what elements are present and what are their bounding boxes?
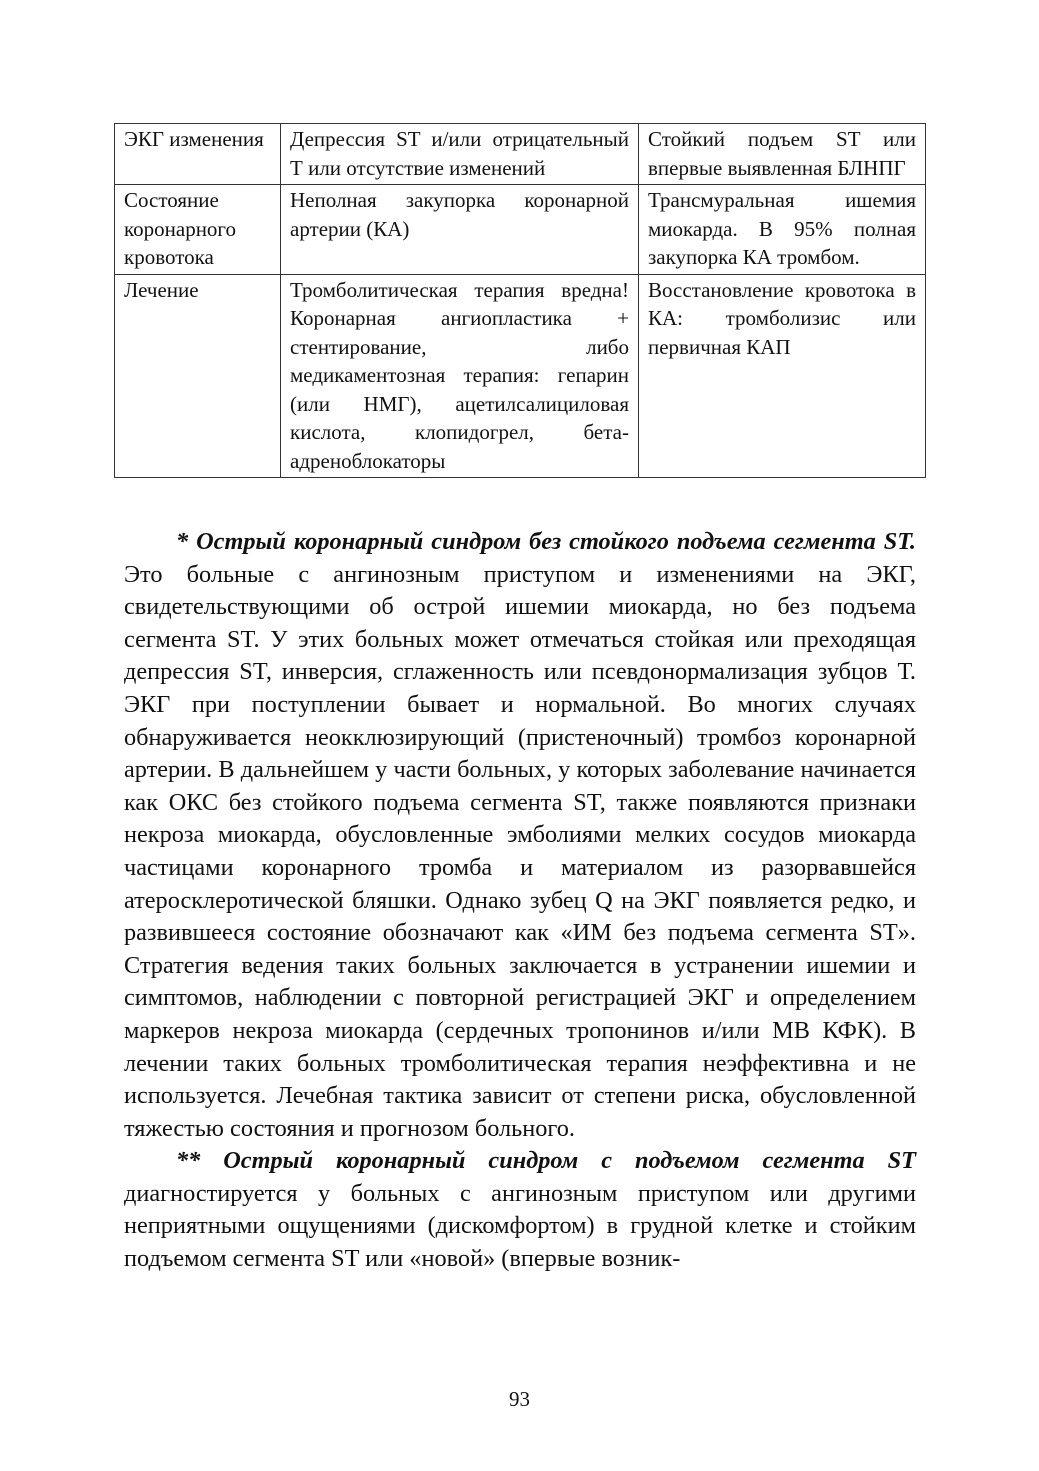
table-cell-label: ЭКГ изменения <box>115 124 281 185</box>
paragraph-heading: ** Острый коронарный синдром с подъемом сегмента ST <box>176 1147 916 1175</box>
table-cell-without-st: Неполная закупорка коронарной артерии (КА) <box>281 185 639 275</box>
body-text <box>124 526 916 1276</box>
page-number: 93 <box>509 1387 530 1411</box>
table-cell-with-st: Трансмуральная ишемия миокарда. В 95% полная закупорка КА тромбом. <box>639 185 926 275</box>
table-cell-label: Лечение <box>115 274 281 478</box>
table-cell-with-st: Восстановление кровотока в КА: тромболизис или первичная КАП <box>639 274 926 478</box>
table-cell-without-st: Депрессия ST и/или отрицательный Т или отсутствие изменений <box>281 124 639 185</box>
paragraph-ste-acs <box>124 1145 916 1275</box>
paragraph-heading: * Острый коронарный синдром без стойкого подъема сегмента ST. <box>176 528 916 555</box>
table-cell-with-st: Стойкий подъем ST или впервые выявленная БЛНПГ <box>639 124 926 185</box>
table-cell-without-st: Тромболитическая терапия вредна! Коронарная ангиопластика + стентирование, либо медикаментозная терапия: гепарин (или НМГ), ацетилсалициловая кислота, клопидогрел, бета-адреноблокаторы <box>281 274 639 478</box>
table-row <box>115 185 926 275</box>
table-cell-label: Состояние коронарного кровотока <box>115 185 281 275</box>
table-row <box>115 124 926 185</box>
comparison-table <box>114 123 926 478</box>
table-row <box>115 274 926 478</box>
paragraph-text: диагностируется у больных с ангинозным приступом или другими неприятными ощущениями (дискомфортом) в грудной клетке и стойким подъемом сегмента ST или «новой» (впервые возник- <box>124 1179 916 1273</box>
paragraph-nste-acs <box>124 526 916 1145</box>
paragraph-text: Это больные с ангинозным приступом и изменениями на ЭКГ, свидетельствующими об острой ишемии миокарда, но без подъема сегмента ST. У этих больных может отмечаться стойкая или преходящая депрессия ST, инверсия, сглаженность или псевдонормализация зубцов Т. ЭКГ при поступлении бывает и нормальной. Во многих случаях обнаруживается неокклюзирующий (пристеночный) тромбоз коронарной артерии. В дальнейшем у части больных, у которых заболевание начинается как ОКС без стойкого подъема сегмента ST, также появляются признаки некроза миокарда, обусловленные эмболиями мелких сосудов миокарда частицами коронарного тромба и материалом из разорвавшейся атеросклеротической бляшки. Однако зубец Q на ЭКГ появляется редко, и развившееся состояние обозначают как «ИМ без подъема сегмента ST». Стратегия ведения таких больных заключается в устранении ишемии и симптомов, наблюдении с повторной регистрацией ЭКГ и определением маркеров некроза миокарда (сердечных тропонинов и/или МВ КФК). В лечении таких больных тромболитическая терапия неэффективна и не используется. Лечебная тактика зависит от степени риска, обусловленной тяжестью состояния и прогнозом больного. <box>124 560 916 1142</box>
